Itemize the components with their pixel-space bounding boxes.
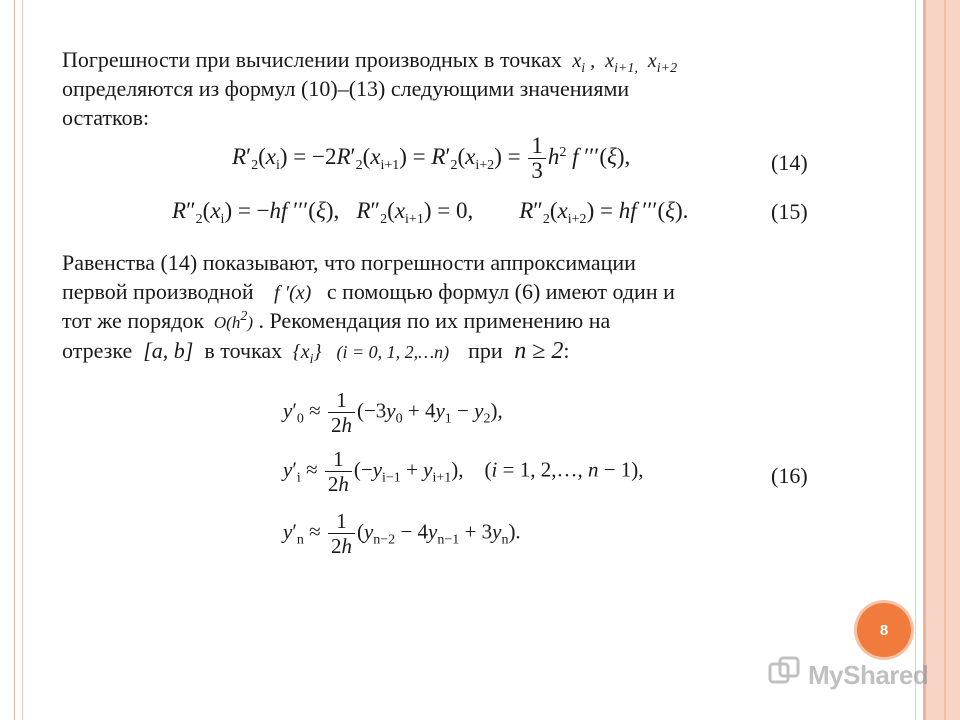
paragraph-2-line-1: Равенства (14) показывают, что погрешности аппроксимации [62, 250, 636, 275]
paragraph-1-line-2: определяются из формул (10)–(13) следующими значениями [62, 76, 630, 101]
points-math: $x_i$ , $x_{i+1,}$ $x_{i+2}$ [567, 50, 678, 76]
right-decorative-band [924, 0, 960, 720]
paragraph-2-text-4c: при [468, 338, 503, 363]
watermark-text: MyShared [808, 659, 929, 690]
formula-14: $R'_2(x_i) = -2R'_2(x_{i+1}) = R'_2(x_{i+2})$ = $\frac{1}{3}$ $h^2$ f ′′′(ξ), [232, 133, 631, 183]
equation-number-14: (14) [771, 150, 808, 175]
page-number-badge: 8 [857, 603, 911, 657]
myshared-logo-icon [768, 656, 802, 695]
paragraph-2-text-4d: : [563, 338, 570, 363]
paragraph-2-text-3b: . Рекомендация по их применению на [258, 308, 611, 333]
formula-15: $R''_2(x_i) = -hf$ ′′′(ξ), $R''_2(x_{i+1}) = 0$, $R''_2(x_{i+2})$ = hf ′′′(ξ). [172, 198, 689, 227]
right-decorative-line [944, 0, 946, 720]
formula-16-line-2: $y'_i$ ≈ $\frac{1}{2h}$ $(-y_{i-1} + y_{i+1})$, (i = 1, 2,…, n − 1), [283, 447, 644, 496]
derivative-math: f ′(x) [274, 282, 322, 304]
nodes-math: $\{x_i\}$ [287, 341, 327, 367]
watermark [768, 656, 928, 694]
formula-16-line-3: $y'_n$ ≈ $\frac{1}{2h}$ $(y_{n-2} - 4y_{n-1} + 3y_n)$. [283, 509, 521, 558]
interval-math: [a, b] [137, 338, 199, 363]
index-range-math: (i = 0, 1, 2,…n) [331, 342, 463, 362]
order-math: $O(h^2)$ [213, 309, 253, 332]
paragraph-2-text-4b: в точках [204, 338, 283, 363]
paragraph-2-line-2 [62, 277, 822, 308]
condition-math: n ≥ 2 [514, 338, 564, 364]
paragraph-2-text-3a: тот же порядок [62, 308, 205, 333]
paragraph-2-line-4 [62, 336, 822, 367]
paragraph-2-text-2a: первой производной [62, 279, 254, 304]
paragraph-2-text-4a: отрезке [62, 338, 133, 363]
formula-16-line-1: $y'_0$ ≈ $\frac{1}{2h}$ $(-3y_0 + 4y_1 - y_2)$, [283, 388, 503, 437]
paragraph-1-text-1: Погрешности при вычислении производных в точках [62, 47, 562, 72]
equation-number-15: (15) [771, 199, 808, 224]
paragraph-1-line-1 [62, 45, 822, 76]
paragraph-2-text-2b: с помощью формул (6) имеют один и [326, 279, 675, 304]
equation-number-16: (16) [771, 463, 808, 488]
paragraph-1-line-3: остатков: [62, 105, 150, 130]
paragraph-2-line-3 [62, 306, 822, 337]
